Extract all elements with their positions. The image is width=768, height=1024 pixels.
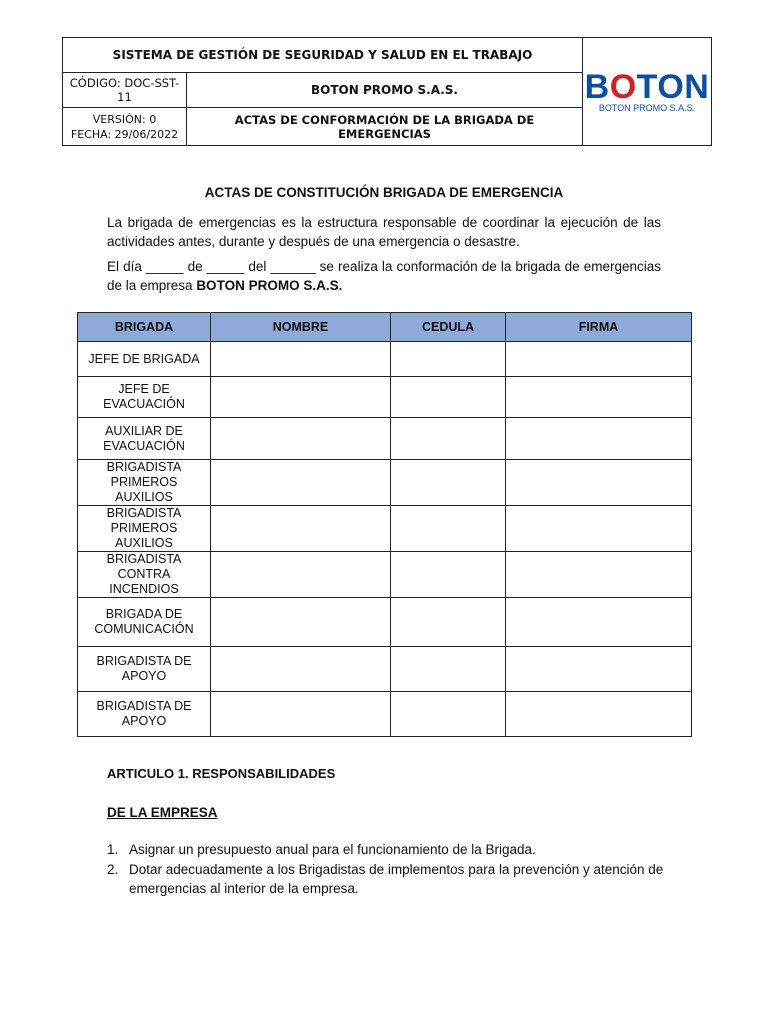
name-cell[interactable] bbox=[211, 506, 391, 552]
role-cell: BRIGADISTA PRIMEROS AUXILIOS bbox=[78, 506, 211, 552]
brigade-table bbox=[77, 312, 692, 737]
date-paragraph: El día _____ de _____ del ______ se realiza la conformación de la brigada de emergencias de la empresa BOTON PROMO S.A.S. bbox=[107, 259, 661, 293]
role-cell: JEFE DE BRIGADA bbox=[78, 342, 211, 377]
col-cedula: CEDULA bbox=[391, 313, 506, 342]
signature-cell[interactable] bbox=[506, 377, 692, 418]
col-brigada: BRIGADA bbox=[78, 313, 211, 342]
list-text: Asignar un presupuesto anual para el funcionamiento de la Brigada. bbox=[129, 842, 536, 857]
signature-cell[interactable] bbox=[506, 506, 692, 552]
document-header bbox=[62, 37, 712, 146]
list-item bbox=[107, 840, 687, 859]
list-number: 1. bbox=[107, 842, 119, 857]
section-heading: DE LA EMPRESA bbox=[107, 805, 218, 820]
company-logo bbox=[583, 38, 712, 146]
article-heading: ARTICULO 1. RESPONSABILIDADES bbox=[107, 766, 336, 781]
name-cell[interactable] bbox=[211, 647, 391, 692]
version-date bbox=[63, 108, 187, 146]
document-title: ACTAS DE CONFORMACIÓN DE LA BRIGADA DE EMERGENCIAS bbox=[187, 108, 583, 146]
intro-paragraph: La brigada de emergencias es la estructura responsable de coordinar la ejecución de las actividades antes, durante y después de una emergencia o desastre. bbox=[107, 215, 661, 249]
id-cell[interactable] bbox=[391, 506, 506, 552]
name-cell[interactable] bbox=[211, 342, 391, 377]
signature-cell[interactable] bbox=[506, 598, 692, 647]
signature-cell[interactable] bbox=[506, 342, 692, 377]
list-number: 2. bbox=[107, 862, 119, 877]
id-cell[interactable] bbox=[391, 377, 506, 418]
role-cell: BRIGADISTA DE APOYO bbox=[78, 647, 211, 692]
role-cell: BRIGADA DE COMUNICACIÓN bbox=[78, 598, 211, 647]
role-cell: JEFE DE EVACUACIÓN bbox=[78, 377, 211, 418]
table-row bbox=[78, 418, 692, 460]
logo-subtitle: BOTON PROMO S.A.S. bbox=[598, 103, 696, 113]
table-header-row bbox=[78, 313, 692, 342]
signature-cell[interactable] bbox=[506, 552, 692, 598]
table-row bbox=[78, 647, 692, 692]
role-cell: BRIGADISTA DE APOYO bbox=[78, 692, 211, 737]
table-row bbox=[78, 342, 692, 377]
name-cell[interactable] bbox=[211, 418, 391, 460]
table-row bbox=[78, 598, 692, 647]
col-nombre: NOMBRE bbox=[211, 313, 391, 342]
role-cell: BRIGADISTA PRIMEROS AUXILIOS bbox=[78, 460, 211, 506]
id-cell[interactable] bbox=[391, 692, 506, 737]
date: FECHA: 29/06/2022 bbox=[70, 127, 179, 141]
id-cell[interactable] bbox=[391, 460, 506, 506]
list-text: Dotar adecuadamente a los Brigadistas de implementos para la prevención y atención de emergencias al interior de la empresa. bbox=[129, 862, 664, 896]
id-cell[interactable] bbox=[391, 647, 506, 692]
responsibilities-list bbox=[107, 840, 687, 899]
id-cell[interactable] bbox=[391, 552, 506, 598]
signature-cell[interactable] bbox=[506, 418, 692, 460]
company-bold: BOTON PROMO S.A.S. bbox=[196, 278, 343, 293]
document-code: CÓDIGO: DOC-SST-11 bbox=[63, 73, 187, 108]
signature-cell[interactable] bbox=[506, 460, 692, 506]
name-cell[interactable] bbox=[211, 460, 391, 506]
role-cell: BRIGADISTA CONTRA INCENDIOS bbox=[78, 552, 211, 598]
signature-cell[interactable] bbox=[506, 647, 692, 692]
table-row bbox=[78, 377, 692, 418]
id-cell[interactable] bbox=[391, 342, 506, 377]
table-row bbox=[78, 506, 692, 552]
signature-cell[interactable] bbox=[506, 692, 692, 737]
table-row bbox=[78, 552, 692, 598]
id-cell[interactable] bbox=[391, 598, 506, 647]
col-firma: FIRMA bbox=[506, 313, 692, 342]
role-cell: AUXILIAR DE EVACUACIÓN bbox=[78, 418, 211, 460]
name-cell[interactable] bbox=[211, 377, 391, 418]
company-name: BOTON PROMO S.A.S. bbox=[187, 73, 583, 108]
id-cell[interactable] bbox=[391, 418, 506, 460]
name-cell[interactable] bbox=[211, 598, 391, 647]
page-title: ACTAS DE CONSTITUCIÓN BRIGADA DE EMERGENCIA bbox=[204, 185, 564, 200]
table-row bbox=[78, 692, 692, 737]
list-item bbox=[107, 860, 687, 898]
table-row bbox=[78, 460, 692, 506]
system-title: SISTEMA DE GESTIÓN DE SEGURIDAD Y SALUD EN EL TRABAJO bbox=[63, 38, 583, 73]
name-cell[interactable] bbox=[211, 552, 391, 598]
name-cell[interactable] bbox=[211, 692, 391, 737]
version: VERSIÓN: 0 bbox=[92, 112, 157, 126]
logo-wordmark: BOTON bbox=[584, 68, 710, 106]
